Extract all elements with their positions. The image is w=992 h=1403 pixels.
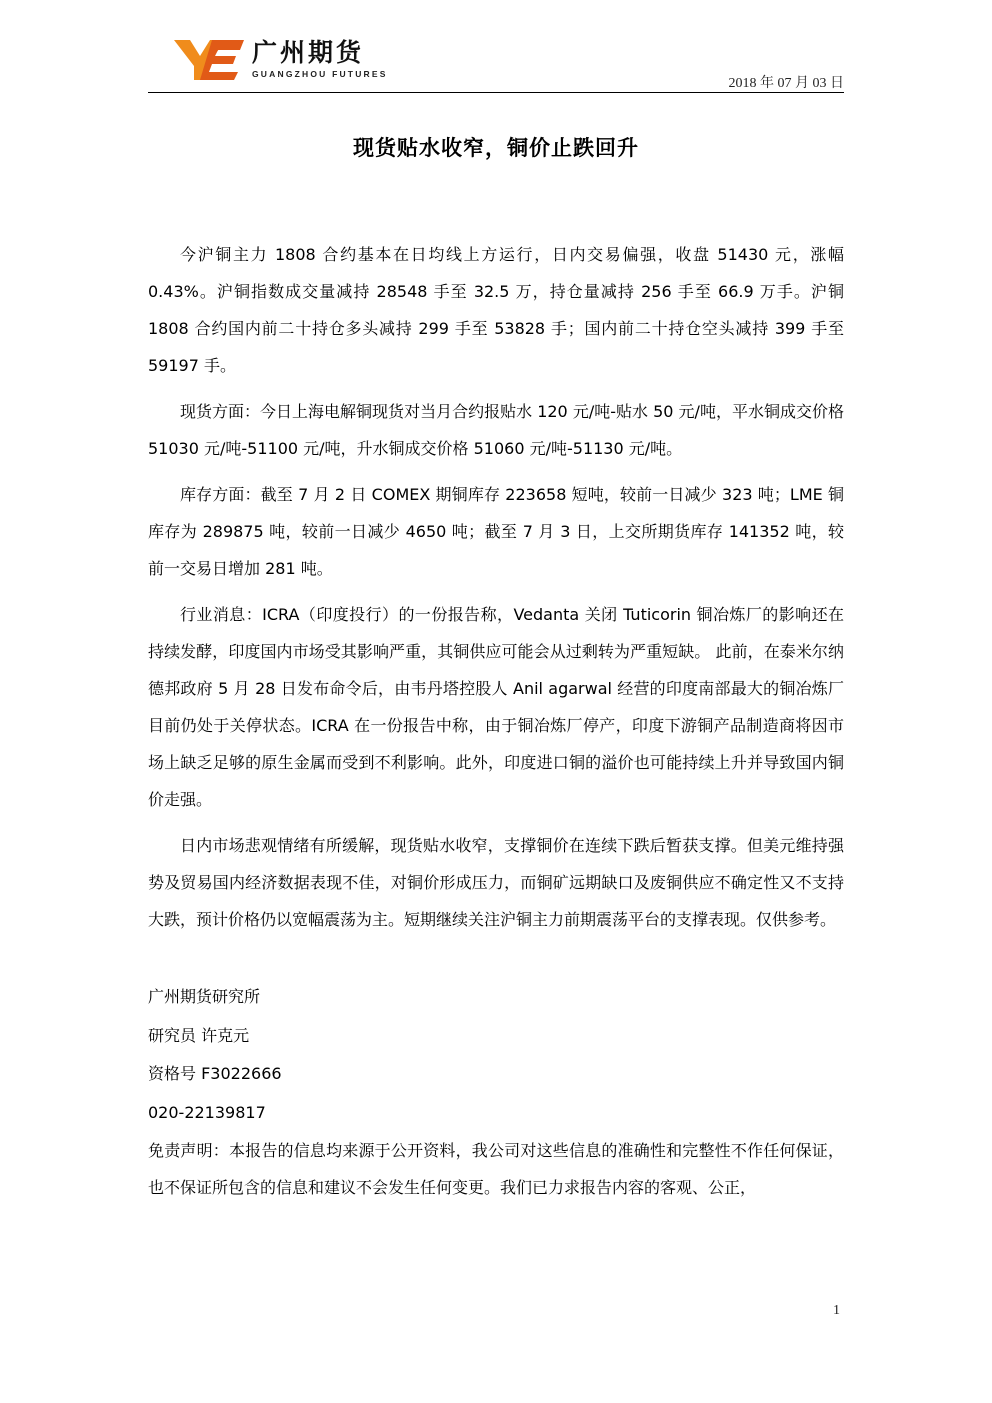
paragraph-market-summary: 今沪铜主力 1808 合约基本在日均线上方运行，日内交易偏强，收盘 51430 元，涨幅 0.43%。沪铜指数成交量减持 28548 手至 32.5 万，持仓量减持 256 手至 66.9 万手。沪铜 1808 合约国内前二十持仓多头减持 299 手至 53828 手；国内前二十持仓空头减持 399 手至 59197 手。 <box>148 245 844 375</box>
paragraph-outlook: 日内市场悲观情绪有所缓解，现货贴水收窄，支撑铜价在连续下跌后暂获支撑。但美元维持强势及贸易国内经济数据表现不佳，对铜价形成压力，而铜矿远期缺口及废铜供应不确定性又不支持大跌，预计价格仍以宽幅震荡为主。短期继续关注沪铜主力前期震荡平台的支撑表现。仅供参考。 <box>148 836 844 929</box>
header-divider <box>148 92 844 93</box>
paragraph-spot: 现货方面：今日上海电解铜现货对当月合约报贴水 120 元/吨-贴水 50 元/吨，平水铜成交价格 51030 元/吨-51100 元/吨，升水铜成交价格 51060 元/吨-51130 元/吨。 <box>148 402 844 458</box>
paragraph-inventory: 库存方面：截至 7 月 2 日 COMEX 期铜库存 223658 短吨，较前一日减少 323 吨；LME 铜库存为 289875 吨，较前一日减少 4650 吨；截至 7 月 3 日，上交所期货库存 141352 吨，较前一交易日增加 281 吨。 <box>148 485 844 578</box>
signature-institute: 广州期货研究所 <box>148 987 261 1006</box>
signature-phone: 020-22139817 <box>148 1102 266 1122</box>
paragraph-industry-news: 行业消息：ICRA（印度投行）的一份报告称，Vedanta 关闭 Tuticorin 铜冶炼厂的影响还在持续发酵，印度国内市场受其影响严重，其铜供应可能会从过剩转为严重短缺。 此前，在泰米尔纳德邦政府 5 月 28 日发布命令后，由韦丹塔控股人 Anil agarwal 经营的印度南部最大的铜冶炼厂目前仍处于关停状态。ICRA 在一份报告中称，由于铜冶炼厂停产，印度下游铜产品制造商将因市场上缺乏足够的原生金属而受到不利影响。此外，印度进口铜的溢价也可能持续上升并导致国内铜价走强。 <box>148 605 844 809</box>
report-date: 2018 年 07 月 03 日 <box>728 76 844 91</box>
report-body <box>148 236 844 1206</box>
company-logo-icon <box>174 38 244 82</box>
brand-name-cn: 广州期货 <box>252 38 365 67</box>
brand-name <box>252 38 388 79</box>
signature-license: 资格号 F3022666 <box>148 1064 282 1083</box>
signature-block <box>148 978 844 1206</box>
disclaimer: 免责声明：本报告的信息均来源于公开资料，我公司对这些信息的准确性和完整性不作任何保证，也不保证所包含的信息和建议不会发生任何变更。我们已力求报告内容的客观、公正， <box>148 1141 844 1197</box>
report-title: 现货贴水收窄，铜价止跌回升 <box>353 136 639 160</box>
page-number: 1 <box>833 1303 840 1318</box>
signature-researcher: 研究员 许克元 <box>148 1025 250 1045</box>
page-header <box>148 30 844 94</box>
brand-name-en: GUANGZHOU FUTURES <box>252 69 388 79</box>
